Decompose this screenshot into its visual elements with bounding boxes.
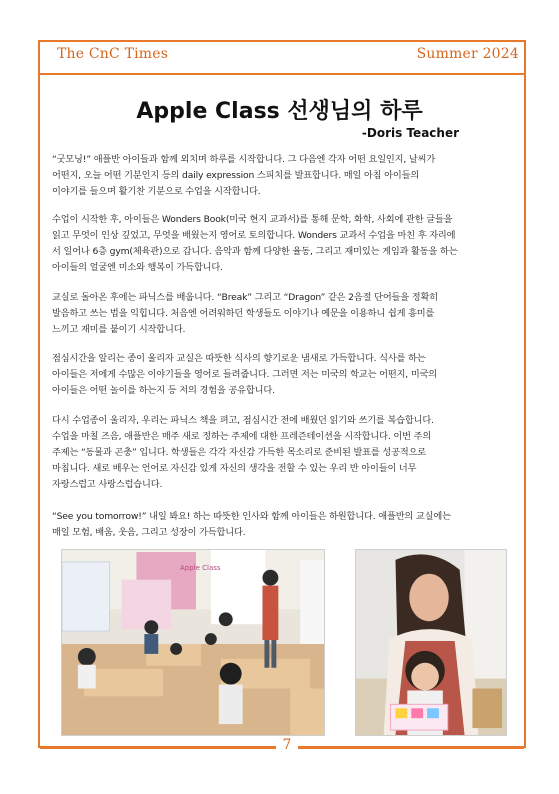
issue-label: Summer 2024: [416, 46, 519, 62]
footer-rule-left: [40, 747, 276, 749]
teacher-student-photo: [355, 549, 507, 736]
publication-name: The CnC Times: [57, 46, 169, 62]
footer-rule-right: [298, 747, 524, 749]
paragraph-phonics: 교실로 돌아온 후에는 파닉스를 배웁니다. “Break” 그리고 “Dragon” 같은 2음절 단어들을 정확히 발음하고 쓰는 법을 익힙니다. 처음엔 어려워하던 학생들도 이야기나 예문을 이용하니 쉽게 흥미를 느끼고 재미를 붙이기 시작합니다.: [52, 292, 438, 335]
paragraph-afternoon: 다시 수업종이 울리자, 우리는 파닉스 책을 펴고, 점심시간 전에 배웠던 읽기와 쓰기를 복습합니다. 수업을 마칠 즈음, 애플반은 매주 새로 정하는 주제에 대한 프레즌테이션을 시작합니다. 이번 주의 주제는 “동물과 곤충” 입니다. 학생들은 각각 자신감 가득한 목소리로 준비된 발표를 성공적으로 마칩니다. 새로 배우는 언어로 자신감 있게 자신의 생각을 전할 수 있는 우리 반 아이들이 너무 자랑스럽고 사랑스럽습니다.: [52, 415, 434, 490]
header-divider: [38, 73, 526, 75]
page-number: 7: [276, 737, 298, 753]
classroom-photo: [61, 549, 325, 736]
classroom-sign: Apple Class: [180, 564, 221, 572]
paragraph-closing: “See you tomorrow!” 내일 봐요! 하는 따뜻한 인사와 함께 아이들은 하원합니다. 애플반의 교실에는 매일 모험, 배움, 웃음, 그리고 성장이 가득합니다.: [52, 511, 451, 538]
article-author: -Doris Teacher: [361, 126, 459, 140]
paragraph-lessons: 수업이 시작한 후, 아이들은 Wonders Book(미국 현지 교과서)를 통해 문학, 화학, 사회에 관한 글들을 읽고 무엇이 인상 깊었고, 무엇을 배웠는지 영어로 토의합니다. Wonders 교과서 수업을 마친 후 자리에 서 일어나 6층 gym(체육관)으로 갑니다. 음악과 함께 다양한 율동, 그리고 재미있는 게임과 활동을 하는 아이들의 얼굴엔 미소와 행복이 가득합니다.: [52, 214, 458, 273]
paragraph-lunch: 점심시간을 알리는 종이 울리자 교실은 따뜻한 식사의 향기로운 냄새로 가득합니다. 식사를 하는 아이들은 저에게 수많은 이야기들을 영어로 들려줍니다. 그러면 저는 미국의 학교는 어떤지, 미국의 아이들은 어떤 놀이를 하는지 등 저의 경험을 공유합니다.: [52, 353, 438, 396]
paragraph-morning: “굿모닝!” 애플반 아이들과 함께 외치며 하루를 시작합니다. 그 다음엔 각자 어떤 요일인지, 날씨가 어떤지, 오늘 어떤 기분인지 등의 daily expression 스피치를 발표합니다. 매일 아침 아이들의 이야기를 들으며 활기찬 기분으로 수업을 시작합니다.: [52, 154, 436, 197]
article-title: Apple Class 선생님의 하루: [136, 99, 423, 124]
